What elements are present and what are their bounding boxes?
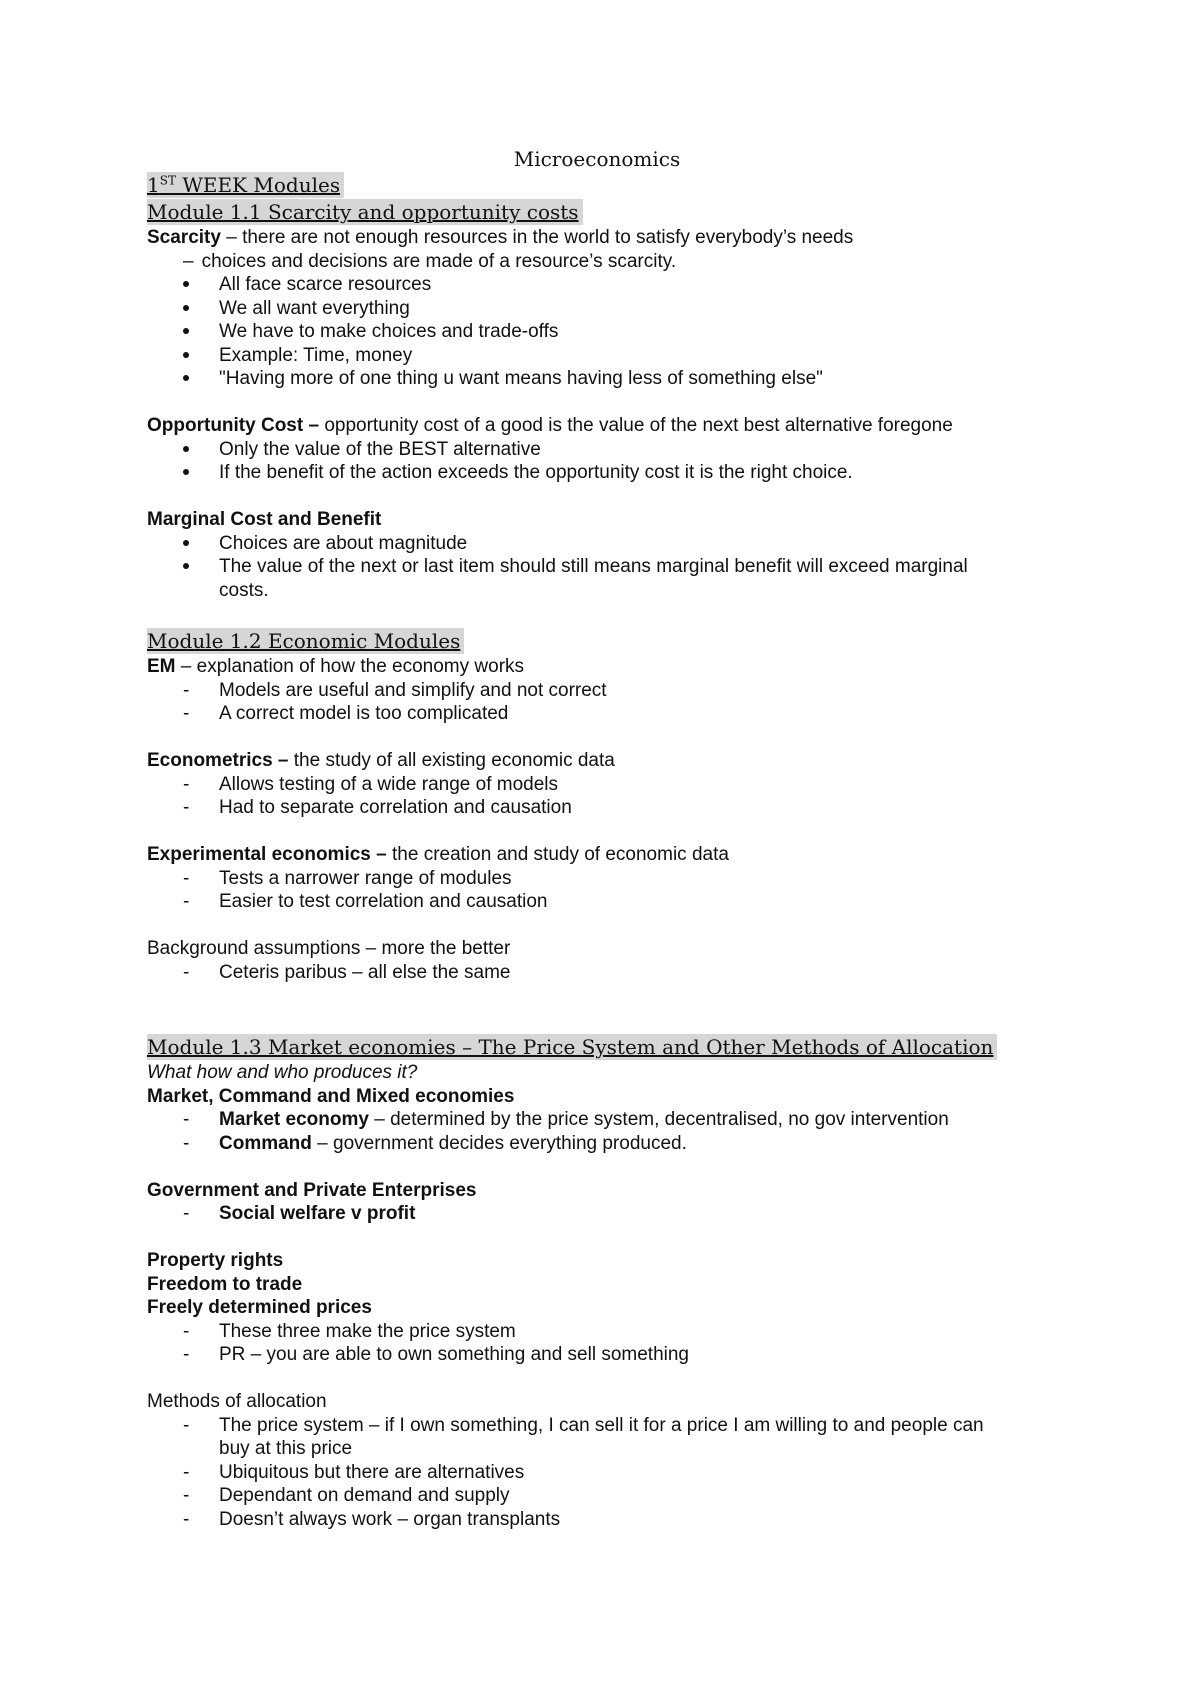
em-definition: EM – explanation of how the economy works (147, 656, 525, 677)
list-item: - Dependant on demand and supply (183, 1485, 510, 1506)
list-item: - Social welfare v profit (183, 1203, 416, 1224)
document-page (147, 146, 1047, 1531)
list-item: - Models are useful and simplify and not correct (183, 679, 607, 701)
opportunity-cost-definition: Opportunity Cost – opportunity cost of a good is the value of the next best alternative foregone (147, 415, 953, 436)
list-item: - Tests a narrower range of modules (183, 867, 512, 889)
module-1-3-heading: Module 1.3 Market economies – The Price System and Other Methods of Allocation (147, 1034, 997, 1060)
list-item: - PR – you are able to own something and sell something (183, 1344, 689, 1365)
list-item: - Command – government decides everything produced. (183, 1132, 687, 1154)
economies-heading: Market, Command and Mixed economies (147, 1085, 515, 1107)
list-item: We have to make choices and trade-offs (147, 320, 1047, 344)
list-item: "Having more of one thing u want means having less of something else" (147, 367, 1047, 391)
background-assumptions: Background assumptions – more the better (147, 938, 511, 959)
list-item: Only the value of the BEST alternative (147, 438, 1047, 462)
list-item: - The price system – if I own something, I can sell it for a price I am willing to and people can (183, 1414, 984, 1436)
list-item: Example: Time, money (147, 344, 1047, 368)
module-question: What how and who produces it? (147, 1062, 418, 1083)
bullet-icon (183, 446, 189, 452)
scarcity-definition: Scarcity – there are not enough resources in the world to satisfy everybody’s needs (147, 227, 854, 248)
bullet-icon (183, 375, 189, 381)
list-item: If the benefit of the action exceeds the opportunity cost it is the right choice. (147, 461, 1047, 485)
scarcity-subpoint: – choices and decisions are made of a resource’s scarcity. (183, 250, 677, 272)
list-item-continuation: buy at this price (219, 1438, 353, 1459)
freely-determined-heading: Freely determined prices (147, 1297, 372, 1318)
list-item: - Doesn’t always work – organ transplants (183, 1508, 561, 1530)
module-1-1-heading: Module 1.1 Scarcity and opportunity costs (147, 199, 583, 225)
list-item: - Ceteris paribus – all else the same (183, 961, 511, 983)
econometrics-definition: Econometrics – the study of all existing economic data (147, 750, 615, 771)
list-item: - These three make the price system (183, 1320, 516, 1342)
experimental-economics-definition: Experimental economics – the creation and study of economic data (147, 844, 729, 865)
module-1-2-heading: Module 1.2 Economic Modules (147, 628, 464, 654)
list-item: - Had to separate correlation and causation (183, 797, 572, 818)
list-item: - Allows testing of a wide range of models (183, 773, 559, 795)
bullet-icon (183, 305, 189, 311)
list-item-continuation: costs. (219, 579, 269, 601)
list-item: - A correct model is too complicated (183, 703, 509, 724)
methods-allocation: Methods of allocation (147, 1391, 327, 1412)
bullet-icon (183, 328, 189, 334)
bullet-icon (183, 540, 189, 546)
bullet-icon (183, 352, 189, 358)
property-rights-heading: Property rights (147, 1250, 284, 1271)
list-item: - Market economy – determined by the price system, decentralised, no gov intervention (183, 1109, 949, 1130)
bullet-icon (183, 469, 189, 475)
list-item: We all want everything (147, 297, 1047, 321)
list-item: - Ubiquitous but there are alternatives (183, 1461, 525, 1483)
list-item: - Easier to test correlation and causation (183, 891, 548, 912)
bullet-icon (183, 563, 189, 569)
bullet-icon (183, 281, 189, 287)
marginal-heading: Marginal Cost and Benefit (147, 509, 382, 530)
list-item: Choices are about magnitude (147, 532, 1047, 556)
list-item: All face scarce resources (147, 273, 1047, 297)
document-title: Microeconomics (513, 147, 681, 171)
freedom-trade-heading: Freedom to trade (147, 1273, 303, 1295)
gov-private-heading: Government and Private Enterprises (147, 1179, 477, 1201)
list-item: The value of the next or last item should still means marginal benefit will exceed marginal (147, 555, 1047, 579)
week-heading: 1ST WEEK Modules (147, 172, 344, 198)
